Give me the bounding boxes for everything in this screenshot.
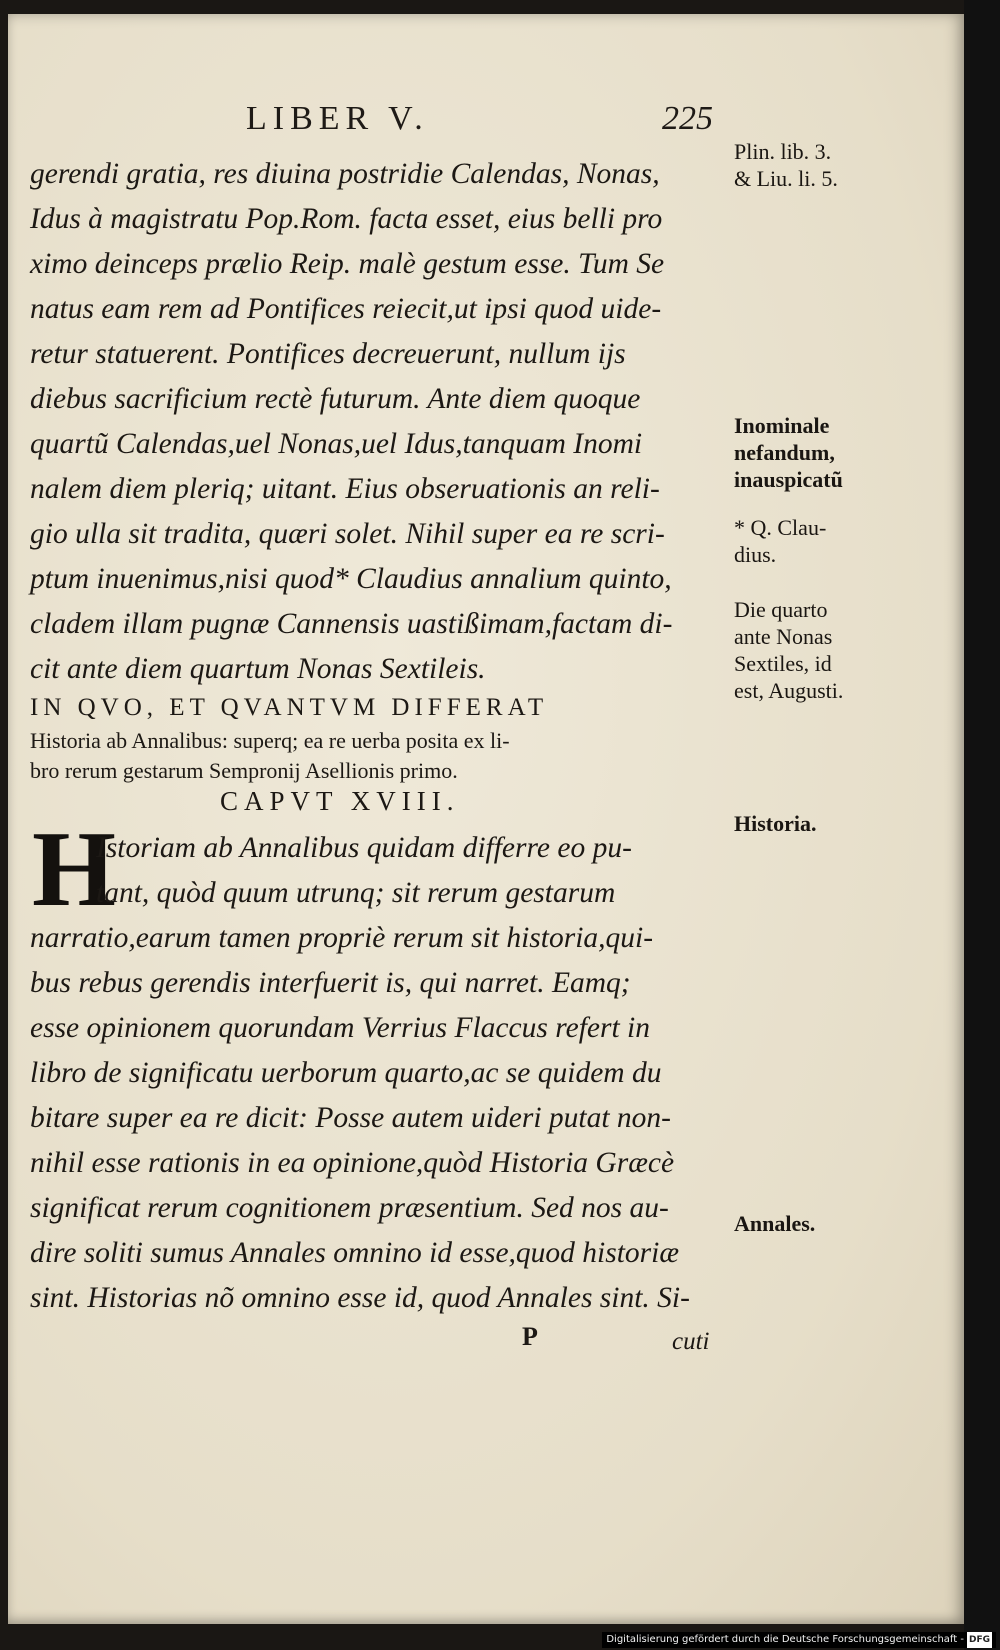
credit-text: Digitalisierung gefördert durch die Deutsche Forschungsgemeinschaft - bbox=[606, 1634, 964, 1645]
heading-sub-line: bro rerum gestarum Sempronij Asellionis primo. bbox=[30, 758, 458, 783]
text-line: bus rebus gerendis interfuerit is, qui narret. Eamq; bbox=[30, 967, 631, 999]
scan-border bbox=[964, 0, 1000, 1650]
text-line: sint. Historias nõ omnino esse id, quod Annales sint. Si- bbox=[30, 1282, 690, 1314]
drop-capital: H bbox=[32, 810, 117, 929]
text-line: tant, quòd quum utrunq; sit rerum gestarum bbox=[96, 877, 616, 909]
text-line: Idus à magistratu Pop.Rom. facta esset, eius belli pro bbox=[30, 203, 663, 235]
text-line: gio ulla sit tradita, quæri solet. Nihil super ea re scri- bbox=[30, 518, 665, 550]
text-line: quartũ Calendas,uel Nonas,uel Idus,tanquam Inomi bbox=[30, 428, 643, 460]
text-line: significat rerum cognitionem præsentium. Sed nos au- bbox=[30, 1192, 669, 1224]
text-line: nihil esse rationis in ea opinione,quòd Historia Græcè bbox=[30, 1147, 675, 1179]
text-line: ximo deinceps prælio Reip. malè gestum esse. Tum Se bbox=[30, 248, 665, 280]
margin-note-line: * Q. Clau- bbox=[734, 515, 827, 540]
margin-note-annales bbox=[734, 1210, 894, 1237]
text-line: esse opinionem quorundam Verrius Flaccus refert in bbox=[30, 1012, 650, 1044]
text-line: narratio,earum tamen propriè rerum sit historia,qui- bbox=[30, 922, 654, 954]
text-line: bitare super ea re dicit: Posse autem uideri putat non- bbox=[30, 1102, 671, 1134]
margin-note-line: est, Augusti. bbox=[734, 678, 844, 703]
text-line: cit ante diem quartum Nonas Sextileis. bbox=[30, 653, 486, 685]
chapter-heading bbox=[30, 690, 730, 786]
margin-note-line: Annales. bbox=[734, 1211, 816, 1236]
text-line: dire soliti sumus Annales omnino id esse,quod historiæ bbox=[30, 1237, 680, 1269]
body-text-opening bbox=[30, 152, 730, 692]
text-line: gerendi gratia, res diuina postridie Calendas, Nonas, bbox=[30, 158, 660, 190]
heading-caps-line: IN QVO, ET QVANTVM DIFFERAT bbox=[30, 694, 549, 721]
text-line: diebus sacrificium rectè futurum. Ante diem quoque bbox=[30, 383, 641, 415]
text-line: retur statuerent. Pontifices decreuerunt, nullum ijs bbox=[30, 338, 626, 370]
catchword: cuti bbox=[672, 1328, 710, 1355]
margin-note-die-quarto bbox=[734, 596, 894, 704]
running-head: LIBER V. bbox=[246, 100, 429, 137]
text-line: Istoriam ab Annalibus quidam differre eo pu- bbox=[96, 832, 632, 864]
book-page bbox=[8, 14, 964, 1624]
heading-sub-line: Historia ab Annalibus: superq; ea re uerba posita ex li- bbox=[30, 728, 510, 753]
text-line: nalem diem pleriq; uitant. Eius obseruationis an reli- bbox=[30, 473, 660, 505]
text-line: cladem illam pugnæ Cannensis uastißimam,factam di- bbox=[30, 608, 673, 640]
margin-note-inominale bbox=[734, 412, 894, 493]
margin-note-line: Inominale bbox=[734, 413, 830, 438]
dfg-logo: DFG bbox=[967, 1632, 992, 1648]
text-line: ptum inuenimus,nisi quod* Claudius annalium quinto, bbox=[30, 563, 672, 595]
page-number: 225 bbox=[662, 100, 713, 137]
page-header bbox=[8, 100, 728, 144]
margin-note-line: Sextiles, id bbox=[734, 651, 832, 676]
margin-note-historia bbox=[734, 810, 894, 837]
margin-note-claudius bbox=[734, 514, 894, 568]
body-text-chapter bbox=[30, 826, 730, 1321]
page-foot bbox=[8, 1322, 728, 1362]
margin-note-line: inauspicatũ bbox=[734, 467, 843, 492]
margin-note-pliny bbox=[734, 138, 894, 192]
chapter-title: CAPVT XVIII. bbox=[220, 786, 460, 816]
margin-note-line: Die quarto bbox=[734, 597, 828, 622]
text-line: natus eam rem ad Pontifices reiecit,ut ipsi quod uide- bbox=[30, 293, 662, 325]
margin-note-line: & Liu. li. 5. bbox=[734, 166, 838, 191]
margin-note-line: nefandum, bbox=[734, 440, 835, 465]
signature-mark: P bbox=[522, 1322, 538, 1351]
margin-note-line: dius. bbox=[734, 542, 777, 567]
margin-note-line: Historia. bbox=[734, 811, 817, 836]
margin-note-line: Plin. lib. 3. bbox=[734, 139, 832, 164]
text-line: libro de significatu uerborum quarto,ac se quidem du bbox=[30, 1057, 662, 1089]
margin-note-line: ante Nonas bbox=[734, 624, 833, 649]
digitization-credit bbox=[602, 1632, 996, 1648]
